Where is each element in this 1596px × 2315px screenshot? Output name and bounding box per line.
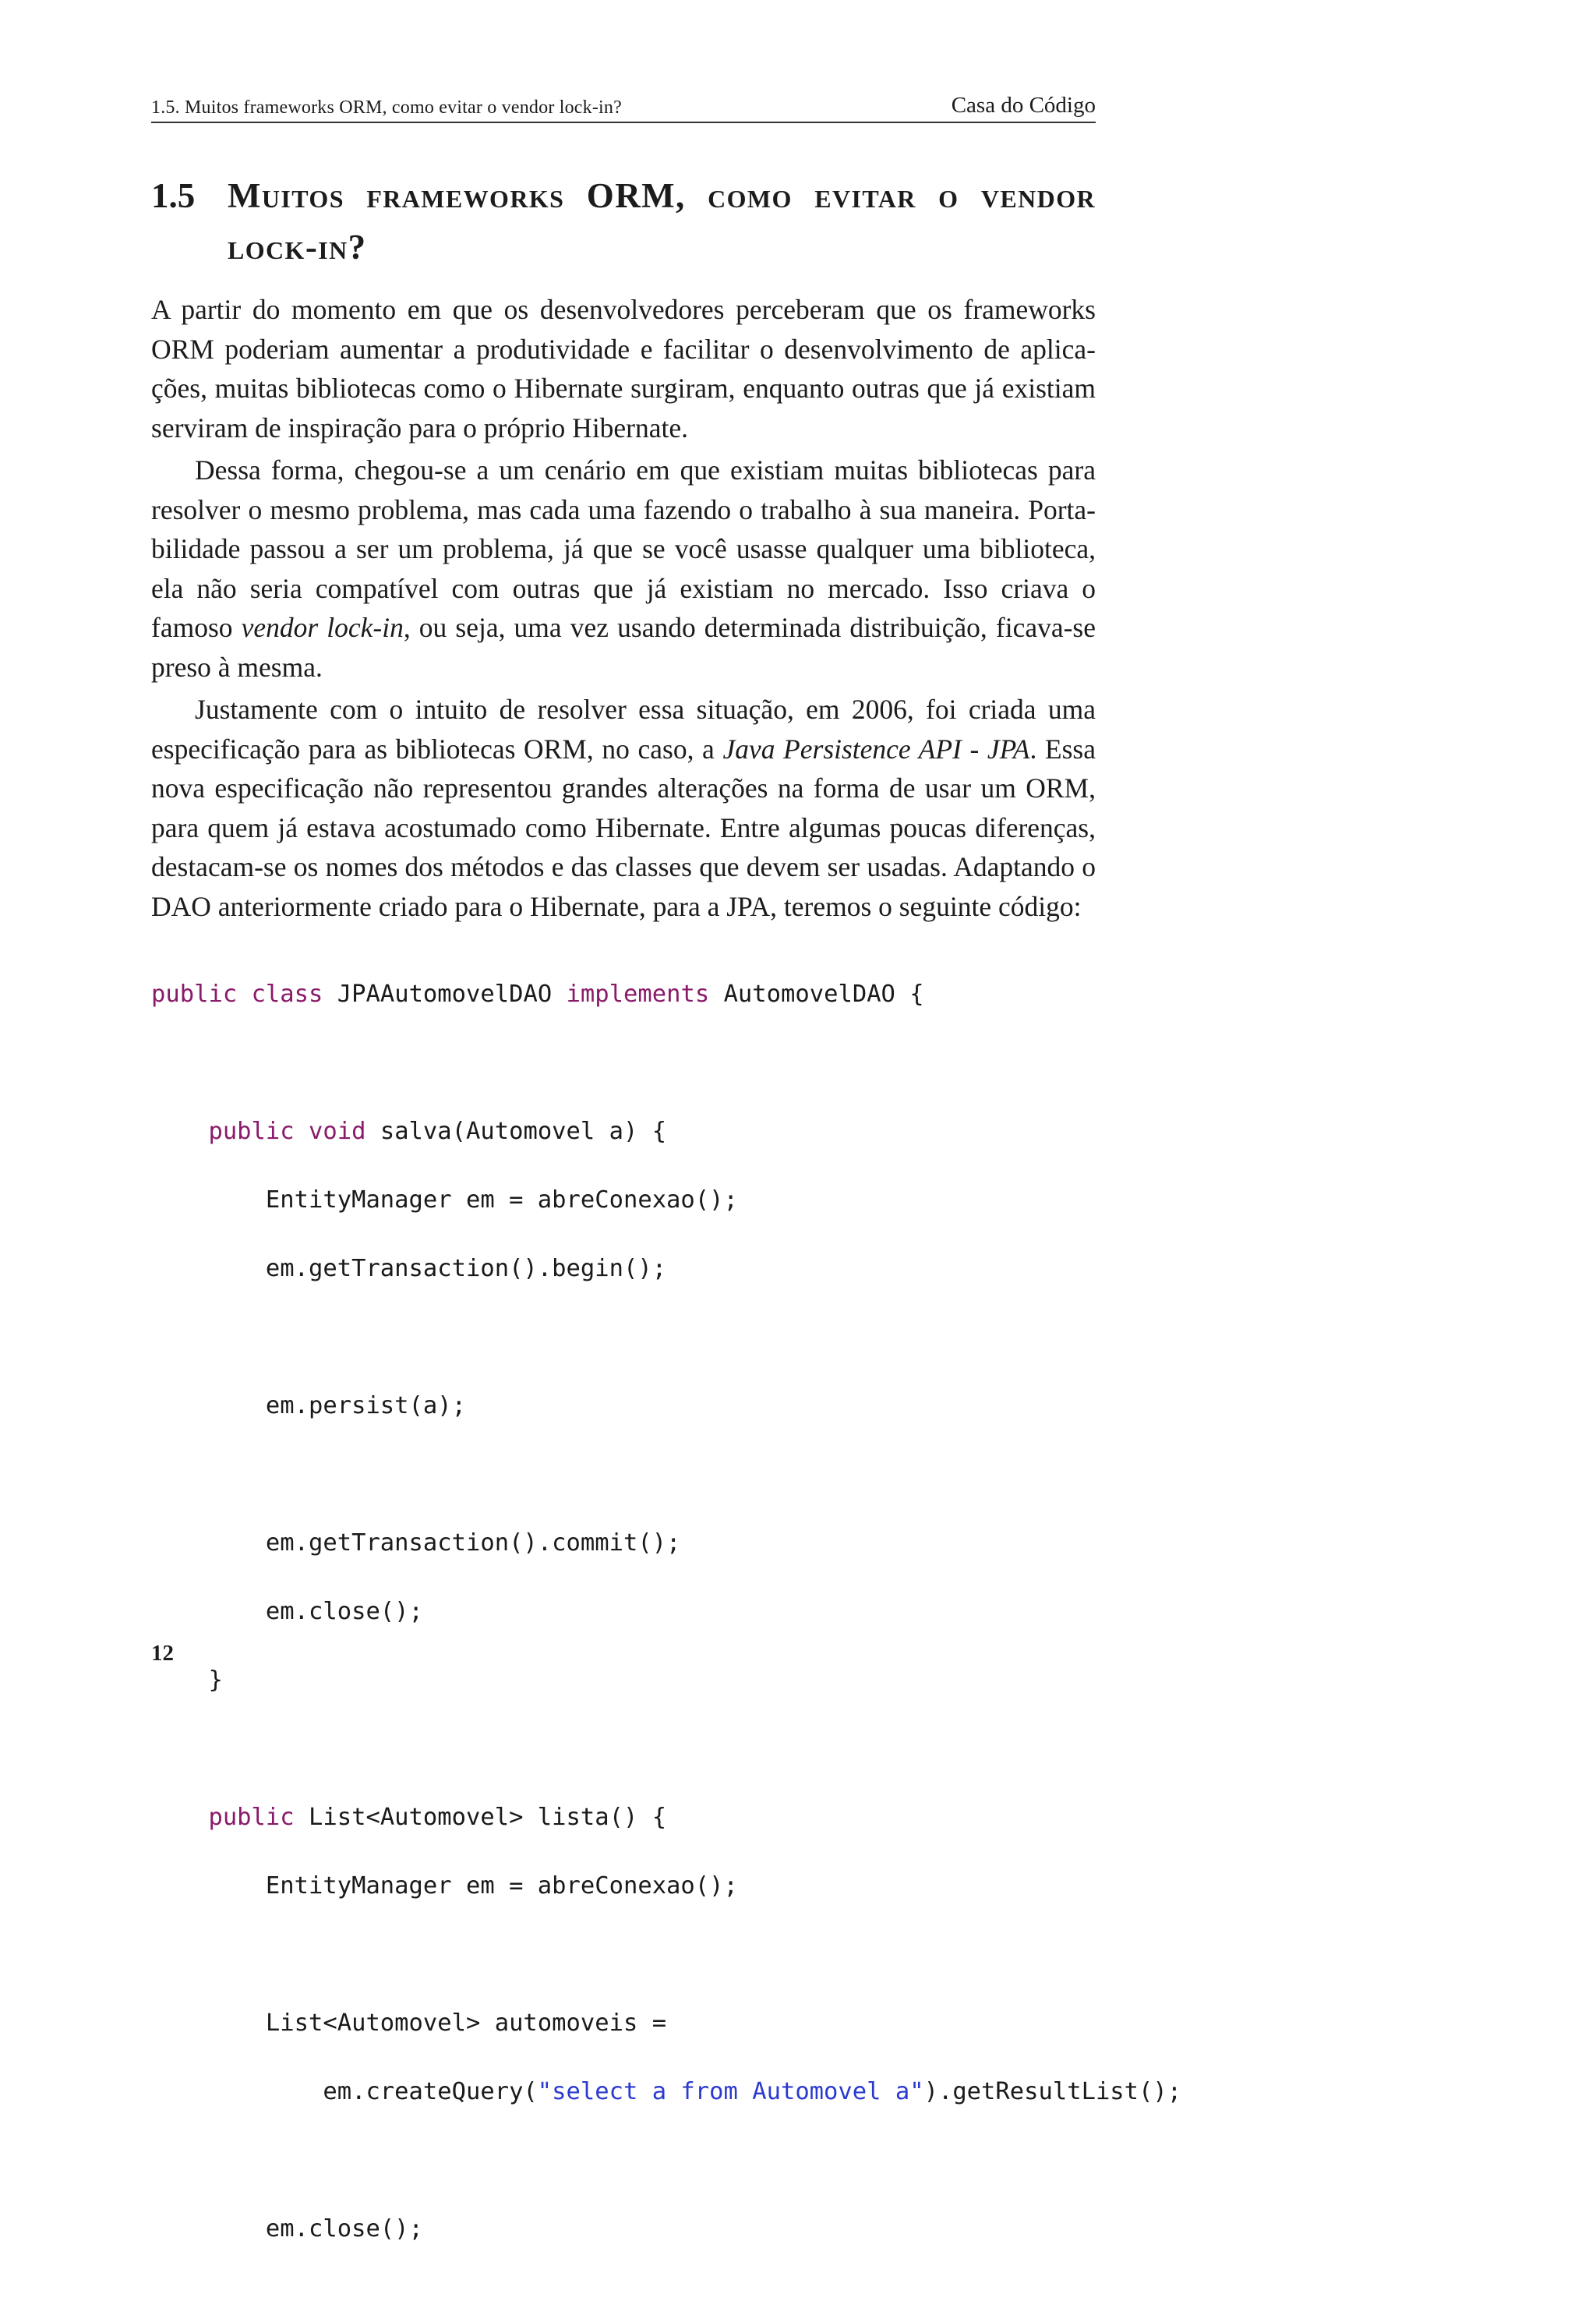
code-blank-line bbox=[151, 1938, 1164, 1972]
paragraph-3 bbox=[151, 690, 1096, 926]
code-text: AutomovelDAO { bbox=[709, 981, 924, 1008]
code-indent bbox=[151, 1118, 208, 1145]
code-text: ).getResultList(); bbox=[923, 2078, 1182, 2105]
code-line: em.getTransaction().begin(); bbox=[151, 1255, 667, 1282]
code-line bbox=[151, 1801, 1164, 1835]
paragraph-2-text-b: , ou seja, uma vez usando determinada distribuição, ficava-se preso à mesma. bbox=[151, 612, 1096, 683]
section-heading bbox=[151, 170, 1096, 273]
running-header-section: 1.5. Muitos frameworks ORM, como evitar o vendor lock-in? bbox=[151, 97, 622, 118]
code-line: em.getTransaction().commit(); bbox=[151, 1529, 681, 1557]
code-line: EntityManager em = abreConexao(); bbox=[151, 1186, 738, 1214]
code-line bbox=[151, 2075, 1182, 2109]
code-text: salva(Automovel a) { bbox=[365, 1118, 667, 1145]
paragraph-3-text-a: Justamente com o intuito de resolver essa situação, em 2006, foi criada uma especificação para as bibliotecas ORM, no caso, a bbox=[151, 694, 1096, 765]
paragraph-1-text: A partir do momento em que os desenvolvedores perceberam que os frameworks ORM poderiam aumentar a produtividade e facilitar o desenvolvimento de aplicações, muitas bibliotecas como o Hibernate surgiram, enquanto outras que já existiam serviram de inspiração para o próprio Hibernate. bbox=[151, 294, 1096, 444]
code-keyword: implements bbox=[566, 981, 710, 1008]
code-line: List<Automovel> automoveis = bbox=[151, 2009, 667, 2037]
paragraph-1 bbox=[151, 290, 1096, 447]
code-line: EntityManager em = abreConexao(); bbox=[151, 1872, 738, 1900]
code-blank-line bbox=[151, 2144, 1164, 2178]
code-line: em.close(); bbox=[151, 1598, 423, 1625]
code-text: em.createQuery( bbox=[151, 2078, 538, 2105]
code-line bbox=[151, 977, 1164, 1012]
code-listing bbox=[151, 943, 1182, 2315]
code-line: } bbox=[151, 1666, 223, 1694]
body-text bbox=[151, 290, 1096, 929]
code-blank-line bbox=[151, 1320, 1164, 1355]
section-number: 1.5 bbox=[151, 176, 196, 215]
code-indent bbox=[151, 1804, 208, 1831]
running-header bbox=[151, 92, 1096, 123]
code-keyword: public bbox=[208, 1804, 295, 1831]
code-line: em.persist(a); bbox=[151, 1392, 466, 1419]
code-line: em.close(); bbox=[151, 2215, 423, 2243]
paragraph-3-text-b: . Essa nova especificação não representou grandes alterações na forma de usar um ORM, para quem já estava acostumado como Hibernate. Entre algumas poucas diferenças, destacam-se os nomes dos métodos e das classes que devem ser usadas. Adaptando o DAO anteriormente criado para o Hibernate, para a JPA, teremos o seguinte código: bbox=[151, 733, 1096, 922]
paragraph-2 bbox=[151, 451, 1096, 687]
code-blank-line bbox=[151, 1046, 1164, 1080]
page-number: 12 bbox=[151, 1641, 174, 1666]
code-keyword: public bbox=[208, 1118, 295, 1145]
paragraph-2-emphasis: vendor lock-in bbox=[241, 612, 404, 643]
paragraph-2-text-a: Dessa forma, chegou-se a um cenário em que existiam muitas bibliotecas para resolver o mesmo problema, mas cada uma fazendo o trabalho à sua maneira. Portabilidade passou a ser um problema, já que se você usasse qualquer uma biblioteca, ela não seria compatível com outras que já existiam no mercado. Isso criava o famoso bbox=[151, 454, 1096, 643]
code-keyword: class bbox=[251, 981, 323, 1008]
section-title: Muitos frameworks ORM, como evitar o vendor lock-in? bbox=[228, 176, 1096, 267]
code-string: "select a from Automovel a" bbox=[537, 2078, 924, 2105]
code-keyword: void bbox=[309, 1118, 366, 1145]
code-blank-line bbox=[151, 1732, 1164, 1766]
code-line bbox=[151, 1115, 1164, 1149]
code-keyword: public bbox=[151, 981, 238, 1008]
paragraph-3-emphasis: Java Persistence API - JPA bbox=[722, 733, 1030, 765]
code-text: JPAAutomovelDAO bbox=[323, 981, 567, 1008]
code-text: List<Automovel> lista() { bbox=[294, 1804, 667, 1831]
code-blank-line bbox=[151, 1458, 1164, 1492]
running-header-publisher: Casa do Código bbox=[951, 93, 1096, 118]
